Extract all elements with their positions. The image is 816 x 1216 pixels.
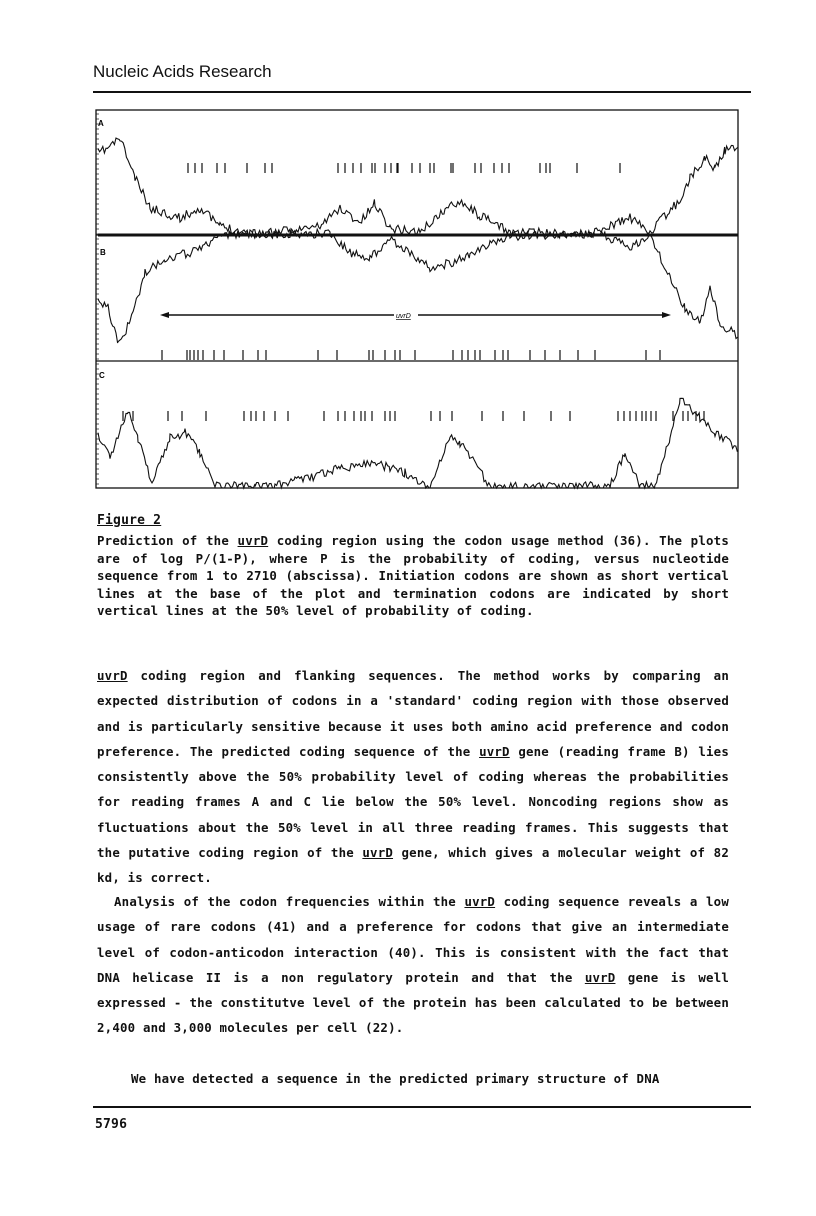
codon-ticks: [123, 163, 704, 421]
header-rule: [93, 91, 751, 93]
figure-caption: Prediction of the uvrD coding region using the codon usage method (36). The plots are of log P/(1-P), where P is the probability of coding, versus nucleotide sequence from 1 to 2710 (abscissa). Initiation codons are shown as short vertical lines at the base of the plot and termination codons are indicated by short vertical lines at the 50% level of probability of coding.: [97, 533, 729, 618]
figure-frame: [96, 110, 738, 488]
panel-label-a: A: [98, 119, 104, 128]
curve-frame-b: [98, 229, 738, 343]
body-paragraph-3: We have detected a sequence in the predicted primary structure of DNA: [131, 1071, 660, 1086]
body-paragraph-2: Analysis of the codon frequencies within the uvrD coding sequence reveals a low usage of rare codons (41) and a preference for codons that give an intermediate level of codon-anticodon interaction (40). This is consistent with the fact that DNA helicase II is a non regulatory protein and that the uvrD gene is well expressed - the constitutve level of the protein has been calculated to be between 2,400 and 3,000 molecules per cell (22).: [97, 894, 730, 1036]
body-paragraph-1: uvrD coding region and flanking sequences. The method works by comparing an expected distribution of codons in a 'standard' coding region with those observed and is particularly sensitive because it uses both amino acid preference and codon preference. The predicted coding sequence of the uvrD gene (reading frame B) lies consistently above the 50% probability level of coding whereas the probabilities for reading frames A and C lie below the 50% level. Noncoding regions show as fluctuations about the 50% level in all three reading frames. This suggests that the putative coding region of the uvrD gene, which gives a molecular weight of 82 kd, is correct.: [97, 668, 730, 886]
uvrd-range-label: uvrD: [396, 313, 411, 320]
page-number: 5796: [95, 1117, 128, 1132]
uvrd-range-arrow: [160, 312, 671, 320]
panel-label-c: C: [99, 371, 105, 380]
probability-curves: [98, 138, 738, 488]
journal-title: Nucleic Acids Research: [93, 62, 272, 81]
codon-usage-figure: [90, 108, 742, 492]
panel-label-b: B: [100, 248, 106, 257]
footer-rule: [93, 1106, 751, 1108]
figure-label: Figure 2: [97, 513, 162, 528]
curve-frame-a: [98, 138, 738, 237]
